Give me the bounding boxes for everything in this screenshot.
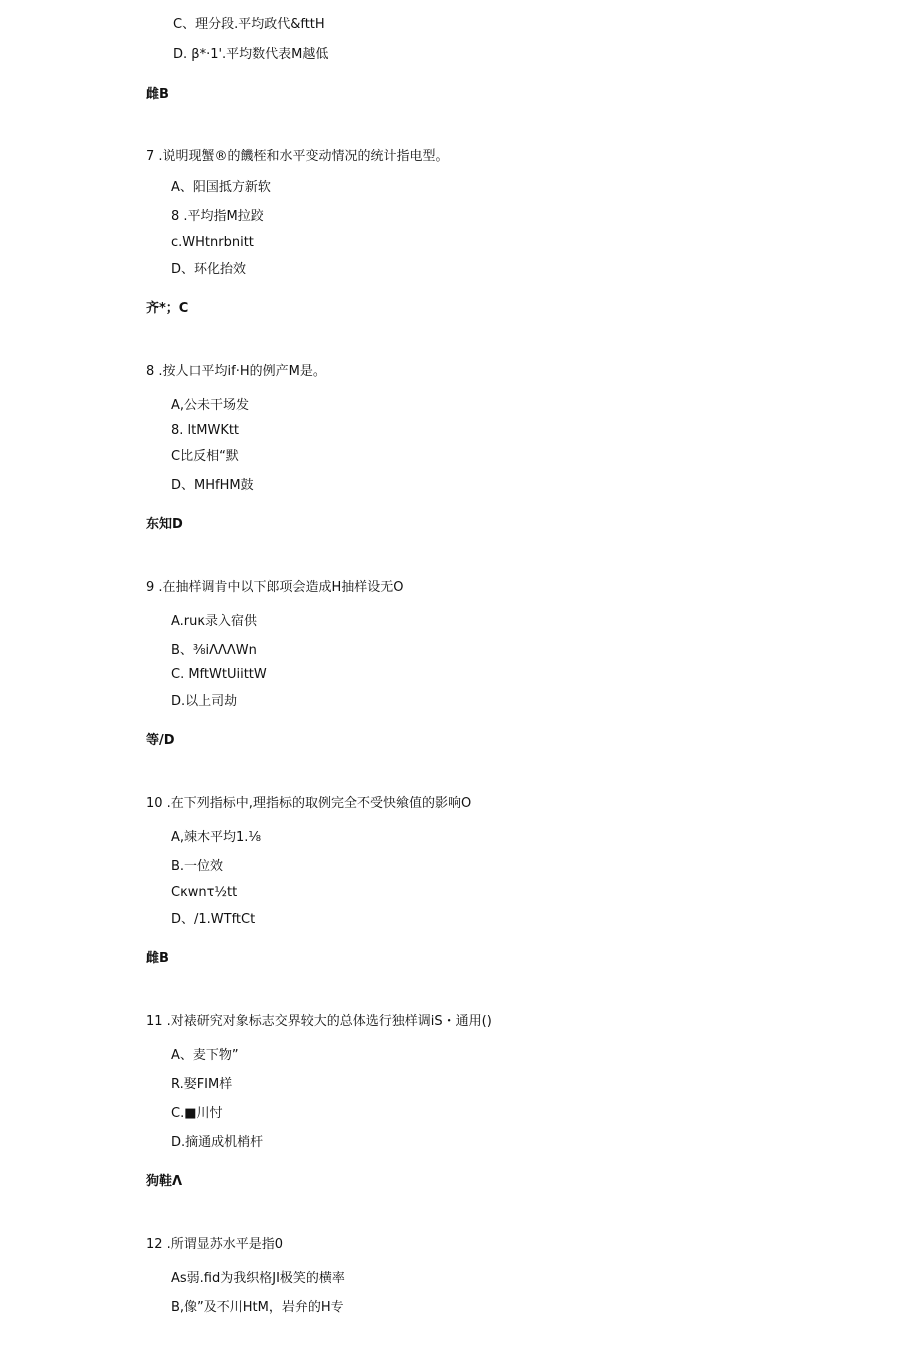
answer-q11: 狗鞋Λ: [146, 1174, 183, 1189]
option-a-q7: A、阳国抵方新软: [171, 180, 271, 195]
option-a-q12: As弱.fid为我织格JI极笑的横率: [171, 1271, 345, 1286]
option-c-q8: C比反相“默: [171, 449, 239, 464]
question-8: 8 .按人口平均if·H的例产M是。: [146, 364, 326, 379]
option-d-q6: D. β*·1'.平均数代表M越低: [173, 47, 329, 62]
answer-q6: 雌B: [146, 87, 169, 102]
question-9: 9 .在抽样调肯中以下郎项会造成H抽样设无O: [146, 580, 404, 595]
option-b-q7: 8 .平均指M拉跤: [171, 209, 264, 224]
option-d-q11: D.摘通成机梢杆: [171, 1135, 264, 1150]
question-7: 7 .说明现蟹®的饑桎和水平变动情况的统计指电型。: [146, 149, 449, 164]
option-b-q10: B.一位效: [171, 859, 224, 874]
question-12: 12 .所谓显苏水平是指0: [146, 1237, 284, 1252]
option-c-q10: Cκwnτ½tt: [171, 885, 238, 900]
option-b-q11: R.娶FIM样: [171, 1077, 233, 1092]
option-c-q7: c.WHtnrbnitt: [171, 235, 254, 250]
question-10: 10 .在下列指标中,理指标的取例完全不受快飨值的影响O: [146, 796, 472, 811]
option-b-q8: 8. ltMWKtt: [171, 423, 240, 438]
option-b-q9: B、⅜iΛΛΛWn: [171, 643, 257, 658]
option-a-q11: A、麦下物”: [171, 1048, 239, 1063]
option-b-q12: B,像”及不川HtM，岩弁的H专: [171, 1300, 344, 1315]
answer-q9: 等/D: [146, 733, 175, 748]
option-c-q6: C、理分段.平均政代&fttH: [173, 17, 325, 32]
option-a-q10: A,竦木平均1.⅛: [171, 830, 262, 845]
option-c-q11: C.■川忖: [171, 1106, 223, 1121]
answer-q8: 东知D: [146, 517, 183, 532]
option-a-q9: A.ruκ录入宿供: [171, 614, 258, 629]
option-c-q9: C. MftWtUiittW: [171, 667, 267, 682]
option-a-q8: A,公未干场发: [171, 398, 250, 413]
question-11: 11 .对裱研究对象标志交界较大的总体选行独样调iS・通用(): [146, 1014, 492, 1029]
option-d-q7: D、环化抬效: [171, 262, 247, 277]
option-d-q8: D、MHfHM鼓: [171, 478, 254, 493]
answer-q7: 齐*；C: [146, 301, 189, 316]
option-d-q10: D、/1.WTftCt: [171, 912, 256, 927]
option-d-q9: D.以上司劫: [171, 694, 238, 709]
answer-q10: 雌B: [146, 951, 169, 966]
